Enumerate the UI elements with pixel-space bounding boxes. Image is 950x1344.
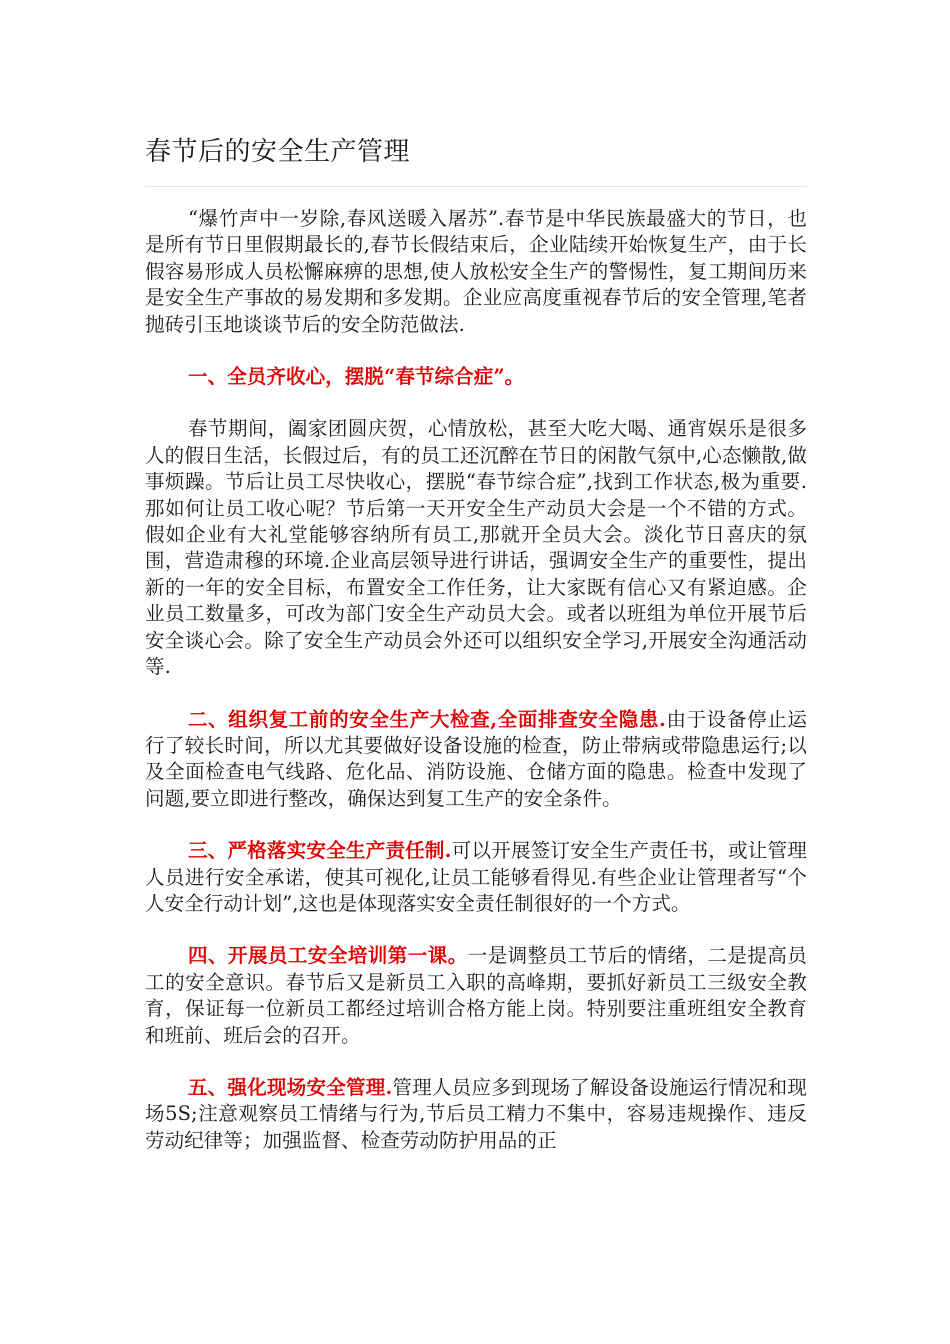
section-4-heading: 四、开展员工安全培训第一课。 <box>188 944 468 968</box>
document-page <box>145 0 807 1180</box>
section-5-paragraph <box>145 1075 807 1154</box>
section-4-paragraph <box>145 943 807 1049</box>
section-1-heading-paragraph <box>145 364 807 390</box>
document-body <box>145 206 807 1154</box>
section-2-body: 由于设备停止运行了较长时间，所以尤其要做好设备设施的检查，防止带病或带隐患运行;以及全面检查电气线路、危化品、消防设施、仓储方面的隐患。检查中发现了问题,要立即进行整改，确保达到复工生产的安全条件。 <box>145 707 808 810</box>
intro-paragraph: “爆竹声中一岁除,春风送暖入屠苏”.春节是中华民族最盛大的节日，也是所有节日里假期最长的,春节长假结束后，企业陆续开始恢复生产，由于长假容易形成人员松懈麻痹的思想,使人放松安全生产的警惕性，复工期间历来是安全生产事故的易发期和多发期。企业应高度重视春节后的安全管理,笔者抛砖引玉地谈谈节后的安全防范做法. <box>145 207 807 336</box>
section-5-body: 管理人员应多到现场了解设备设施运行情况和现场5S;注意观察员工情绪与行为,节后员工精力不集中，容易违规操作、违反劳动纪律等；加强监督、检查劳动防护用品的正 <box>145 1075 807 1152</box>
section-2-heading: 二、组织复工前的安全生产大检查,全面排查安全隐患. <box>188 707 666 731</box>
section-4-body: 一是调整员工节后的情绪，二是提高员工的安全意识。春节后又是新员工入职的高峰期，要抓好新员工三级安全教育，保证每一位新员工都经过培训合格方能上岗。特别要注重班组安全教育和班前、班后会的召开。 <box>145 944 807 1047</box>
page-title: 春节后的安全生产管理 <box>145 137 411 167</box>
section-2-paragraph <box>145 707 807 813</box>
section-3-paragraph <box>145 838 807 917</box>
title-divider <box>145 186 807 187</box>
section-3-body: 可以开展签订安全生产责任书，或让管理人员进行安全承诺，使其可视化,让员工能够看得见.有些企业让管理者写“个人安全行动计划”,这也是体现落实安全责任制很好的一个方式。 <box>145 839 807 915</box>
section-1-heading: 一、全员齐收心，摆脱“春节综合症”。 <box>188 365 525 389</box>
section-5-heading: 五、强化现场安全管理. <box>188 1075 393 1099</box>
section-1-body: 春节期间，阖家团圆庆贺，心情放松，甚至大吃大喝、通宵娱乐是很多人的假日生活，长假过后，有的员工还沉醉在节日的闲散气氛中,心态懒散,做事烦躁。节后让员工尽快收心，摆脱“春节综合症”,找到工作状态,极为重要.那如何让员工收心呢？节后第一天开安全生产动员大会是一个不错的方式。假如企业有大礼堂能够容纳所有员工,那就开全员大会。淡化节日喜庆的氛围，营造肃穆的环境.企业高层领导进行讲话，强调安全生产的重要性，提出新的一年的安全目标，布置安全工作任务，让大家既有信心又有紧迫感。企业员工数量多，可改为部门安全生产动员大会。或者以班组为单位开展节后安全谈心会。除了安全生产动员会外还可以组织安全学习,开展安全沟通活动等. <box>145 417 807 679</box>
section-3-heading: 三、严格落实安全生产责任制. <box>188 839 452 863</box>
